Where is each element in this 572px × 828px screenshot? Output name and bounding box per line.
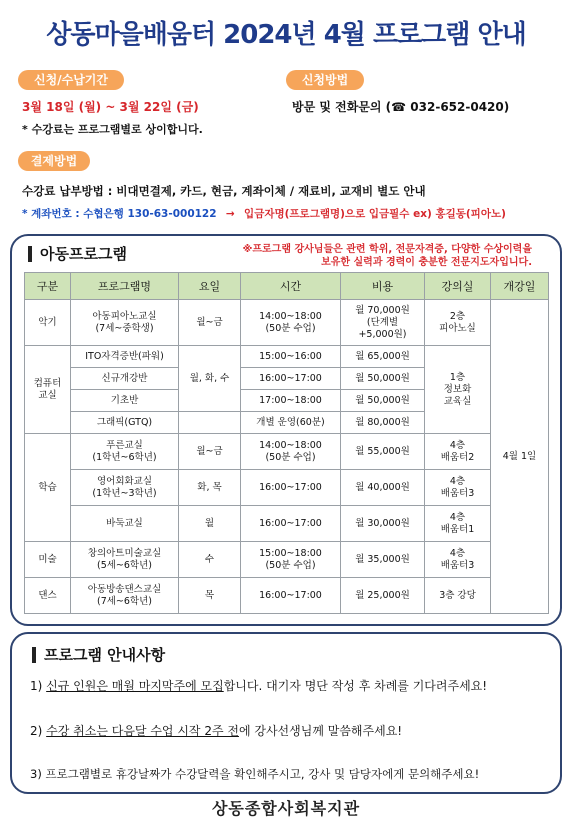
time-cell: 15:00~16:00: [241, 346, 341, 368]
program-name-cell: 아동피아노교실 (7세~중학생): [71, 300, 179, 346]
room-cell: 4층 배움터1: [425, 506, 491, 542]
account-number: * 계좌번호 : 수협은행 130-63-000122: [22, 208, 217, 220]
notes-heading: 프로그램 안내사항: [32, 647, 165, 663]
payment-methods: 수강료 납부방법 : 비대면결제, 카드, 현금, 계좌이체 / 재료비, 교재비 별도 안내: [22, 184, 426, 198]
note-2-rest: 에 강사선생님께 말씀해주세요!: [238, 724, 403, 738]
instructor-notice-1: ※프로그램 강사님들은 관련 학위, 전문자격증, 다양한 수상이력을: [242, 244, 532, 255]
fee-cell: 월 25,000원: [341, 578, 425, 614]
table-header-row: [25, 273, 549, 300]
col-header-open-date: 개강일: [491, 273, 549, 300]
note-2-emphasis: 수강 취소는 다음달 수업 시작 2주 전: [46, 724, 239, 738]
program-name-cell: 푸른교실 (1학년~6학년): [71, 434, 179, 470]
time-cell: 14:00~18:00 (50분 수업): [241, 434, 341, 470]
table-row: [25, 470, 549, 506]
day-cell: 월~금: [179, 300, 241, 346]
room-cell: 4층 배움터2: [425, 434, 491, 470]
category-cell: 댄스: [25, 578, 71, 614]
program-name-cell: 그래픽(GTQ): [71, 412, 179, 434]
instructor-notice-2: 보유한 실력과 경력이 충분한 전문지도자입니다.: [321, 257, 532, 268]
col-header-room: 강의실: [425, 273, 491, 300]
page-title: 상동마을배움터 2024년 4월 프로그램 안내: [46, 20, 526, 50]
program-name-cell: 바둑교실: [71, 506, 179, 542]
room-cell: 2층 피아노실: [425, 300, 491, 346]
time-cell: 16:00~17:00: [241, 578, 341, 614]
col-header-program: 프로그램명: [71, 273, 179, 300]
open-date-cell: 4월 1일: [491, 300, 549, 614]
note-item-1: [30, 677, 487, 694]
category-cell: 학습: [25, 434, 71, 542]
day-cell: 목: [179, 578, 241, 614]
col-header-category: 구분: [25, 273, 71, 300]
room-cell: 4층 배움터3: [425, 542, 491, 578]
fee-cell: 월 80,000원: [341, 412, 425, 434]
time-cell: 16:00~17:00: [241, 470, 341, 506]
day-cell: 수: [179, 542, 241, 578]
kids-program-heading: 아동프로그램: [28, 246, 127, 262]
period-dates: 3월 18일 (월) ~ 3월 22일 (금): [22, 100, 199, 114]
payment-account-line: [22, 206, 506, 221]
fee-cell: 월 35,000원: [341, 542, 425, 578]
time-cell: 15:00~18:00 (50분 수업): [241, 542, 341, 578]
col-header-time: 시간: [241, 273, 341, 300]
note-1-rest: 합니다. 대기자 명단 작성 후 차례를 기다려주세요!: [223, 679, 488, 693]
day-cell: 월, 화, 수: [179, 346, 241, 412]
day-cell: 월~금: [179, 434, 241, 470]
fee-cell: 월 65,000원: [341, 346, 425, 368]
fee-cell: 월 50,000원: [341, 390, 425, 412]
fee-cell: 월 50,000원: [341, 368, 425, 390]
period-note: * 수강료는 프로그램별로 상이합니다.: [22, 123, 203, 136]
day-cell-empty: [179, 412, 241, 434]
time-cell: 14:00~18:00 (50분 수업): [241, 300, 341, 346]
note-item-3: 3) 프로그램별로 휴강날짜가 수강달력을 확인해주시고, 강사 및 담당자에게 문의해주세요!: [30, 767, 480, 781]
welfare-center-signature: 상동종합사회복지관: [211, 799, 361, 818]
time-cell: 개별 운영(60분): [241, 412, 341, 434]
room-cell: 4층 배움터3: [425, 470, 491, 506]
program-name-cell: 영어회화교실 (1학년~3학년): [71, 470, 179, 506]
program-name-cell: 창의아트미술교실 (5세~6학년): [71, 542, 179, 578]
fee-cell: 월 70,000원 (단계별 +5,000원): [341, 300, 425, 346]
category-cell: 컴퓨터 교실: [25, 346, 71, 434]
table-row: [25, 300, 549, 346]
note-1-emphasis: 신규 인원은 매월 마지막주에 모집: [46, 679, 224, 693]
note-2-number: 2): [30, 724, 43, 738]
payment-label-badge: 결제방법: [18, 151, 90, 171]
depositor-instruction: 입금자명(프로그램명)으로 입금필수 ex) 홍길동(피아노): [244, 208, 506, 220]
category-cell: 미술: [25, 542, 71, 578]
period-label-badge: 신청/수납기간: [18, 70, 124, 90]
program-table: [24, 272, 549, 614]
apply-label-badge: 신청방법: [286, 70, 364, 90]
fee-cell: 월 40,000원: [341, 470, 425, 506]
program-name-cell: 신규개강반: [71, 368, 179, 390]
room-cell: 1층 정보화 교육실: [425, 346, 491, 434]
table-row: [25, 346, 549, 368]
apply-method-text: 방문 및 전화문의 (☎ 032-652-0420): [292, 100, 510, 114]
table-row: [25, 542, 549, 578]
fee-cell: 월 55,000원: [341, 434, 425, 470]
table-row: [25, 434, 549, 470]
note-item-2: [30, 722, 402, 739]
col-header-fee: 비용: [341, 273, 425, 300]
col-header-day: 요일: [179, 273, 241, 300]
fee-cell: 월 30,000원: [341, 506, 425, 542]
time-cell: 16:00~17:00: [241, 368, 341, 390]
arrow-icon: →: [225, 208, 235, 220]
room-cell: 3층 강당: [425, 578, 491, 614]
program-name-cell: ITO자격증반(파워): [71, 346, 179, 368]
day-cell: 월: [179, 506, 241, 542]
program-name-cell: 아동방송댄스교실 (7세~6학년): [71, 578, 179, 614]
table-row: [25, 578, 549, 614]
day-cell: 화, 목: [179, 470, 241, 506]
table-row: [25, 506, 549, 542]
time-cell: 17:00~18:00: [241, 390, 341, 412]
note-1-number: 1): [30, 679, 43, 693]
category-cell: 악기: [25, 300, 71, 346]
time-cell: 16:00~17:00: [241, 506, 341, 542]
program-name-cell: 기초반: [71, 390, 179, 412]
